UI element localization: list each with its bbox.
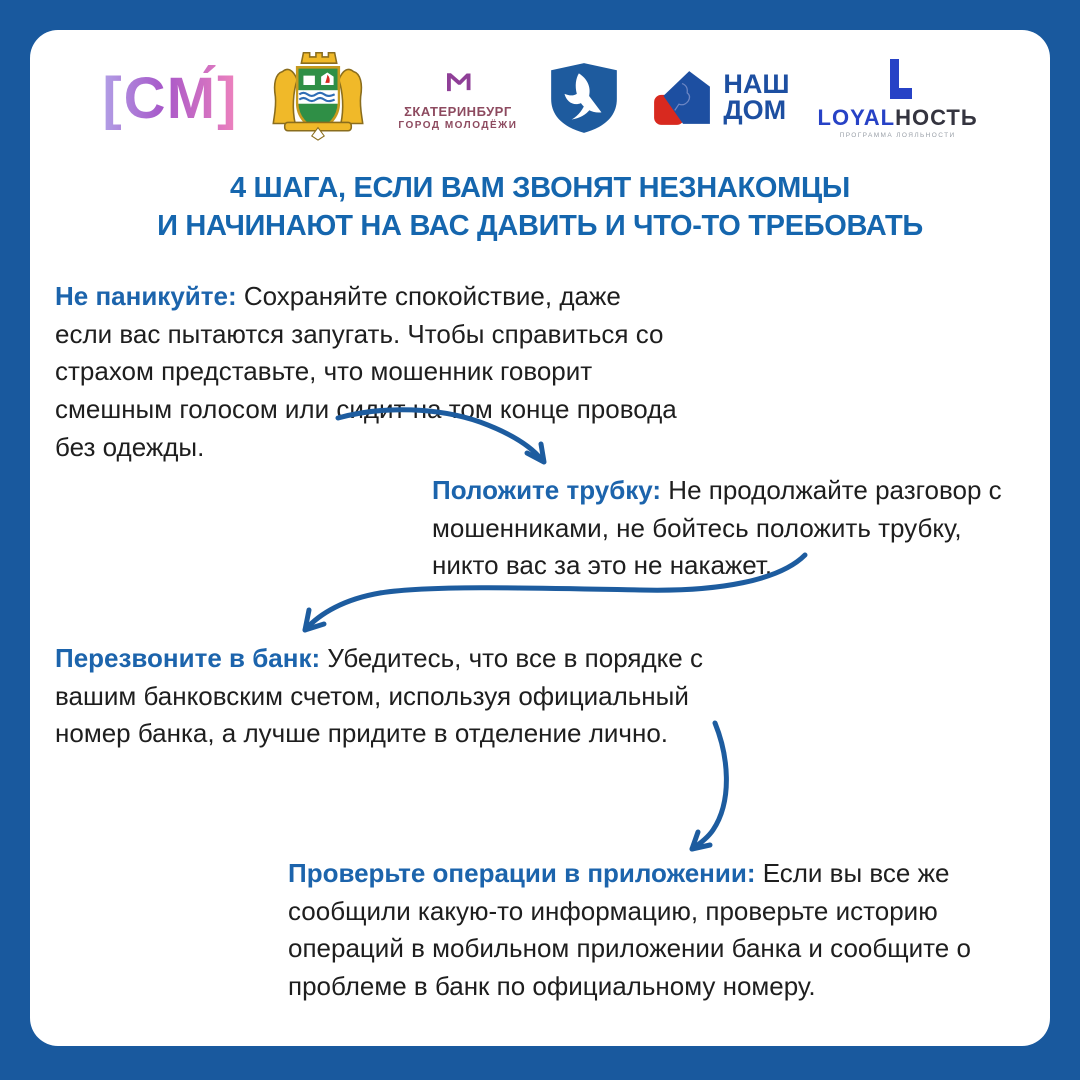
step-3-lead: Перезвоните в банк: [55,643,321,673]
nash-dom-logo [651,67,789,129]
loyal-tagline: ПРОГРАММА ЛОЯЛЬНОСТИ [839,131,956,139]
ekb-logo-line2: ГОРОД МОЛОДЁЖИ [398,120,518,131]
poster-card [30,30,1050,1046]
step-4-lead: Проверьте операции в приложении: [288,858,756,888]
title-line1: 4 ШАГА, ЕСЛИ ВАМ ЗВОНЯТ НЕЗНАКОМЦЫ [229,172,851,204]
loyal-wordmark-dark: НОСТЬ [895,104,978,130]
curved-arrow-3-icon [665,715,745,860]
step-1-lead: Не паникуйте: [55,281,237,311]
step-2-lead: Положите трубку: [432,475,662,505]
step-1-text: Сохраняйте спокойствие, даже если вас пытаются запугать. Чтобы справиться со страхом представьте, что мошенник говорит смешным голосом или сидит на том конце провода без одежды. [55,281,677,462]
step-4-check-app [288,855,1040,1006]
yekaterinburg-coat-of-arms-icon [266,48,370,148]
nash-dom-line1: НАШ [723,69,790,100]
partner-logos-row [30,44,1050,152]
ekb-logo-line1: ΣКАТЕРИНБУРГ [404,104,512,119]
step-2-text: Не продолжайте разговор с мошенниками, не бойтесь положить трубку, никто вас за это не накажет. [432,475,1002,581]
sm-logo: [СМ́] [102,65,239,131]
shield-dove-icon [545,60,623,136]
nash-dom-line2: ДОМ [723,95,787,125]
step-3-text: Убедитесь, что все в порядке с вашим банковским счетом, используя официальный номер банка, а лучше придите в отделение лично. [55,643,703,749]
loyal-wordmark [817,104,978,130]
title-line2: И НАЧИНАЮТ НА ВАС ДАВИТЬ И ЧТО-ТО ТРЕБОВАТЬ [157,209,923,242]
nash-dom-house-icon [651,67,713,129]
loyalnost-logo [818,57,978,140]
ekaterinburg-city-of-youth-logo [398,65,517,131]
loyal-l-mark-icon [881,57,915,103]
page-title [30,170,1050,245]
step-3-call-bank [55,640,763,753]
step-4-text: Если вы все же сообщили какую-то информацию, проверьте историю операций в мобильном приложении банка и сообщите о проблеме в банк по официальному номеру. [288,858,971,1002]
curved-arrow-2-icon [290,545,815,645]
nash-dom-wordmark [723,69,790,125]
sigma-icon: Σ [438,71,477,93]
loyal-wordmark-blue: LOYAL [817,104,896,130]
curved-arrow-1-icon [330,400,560,480]
